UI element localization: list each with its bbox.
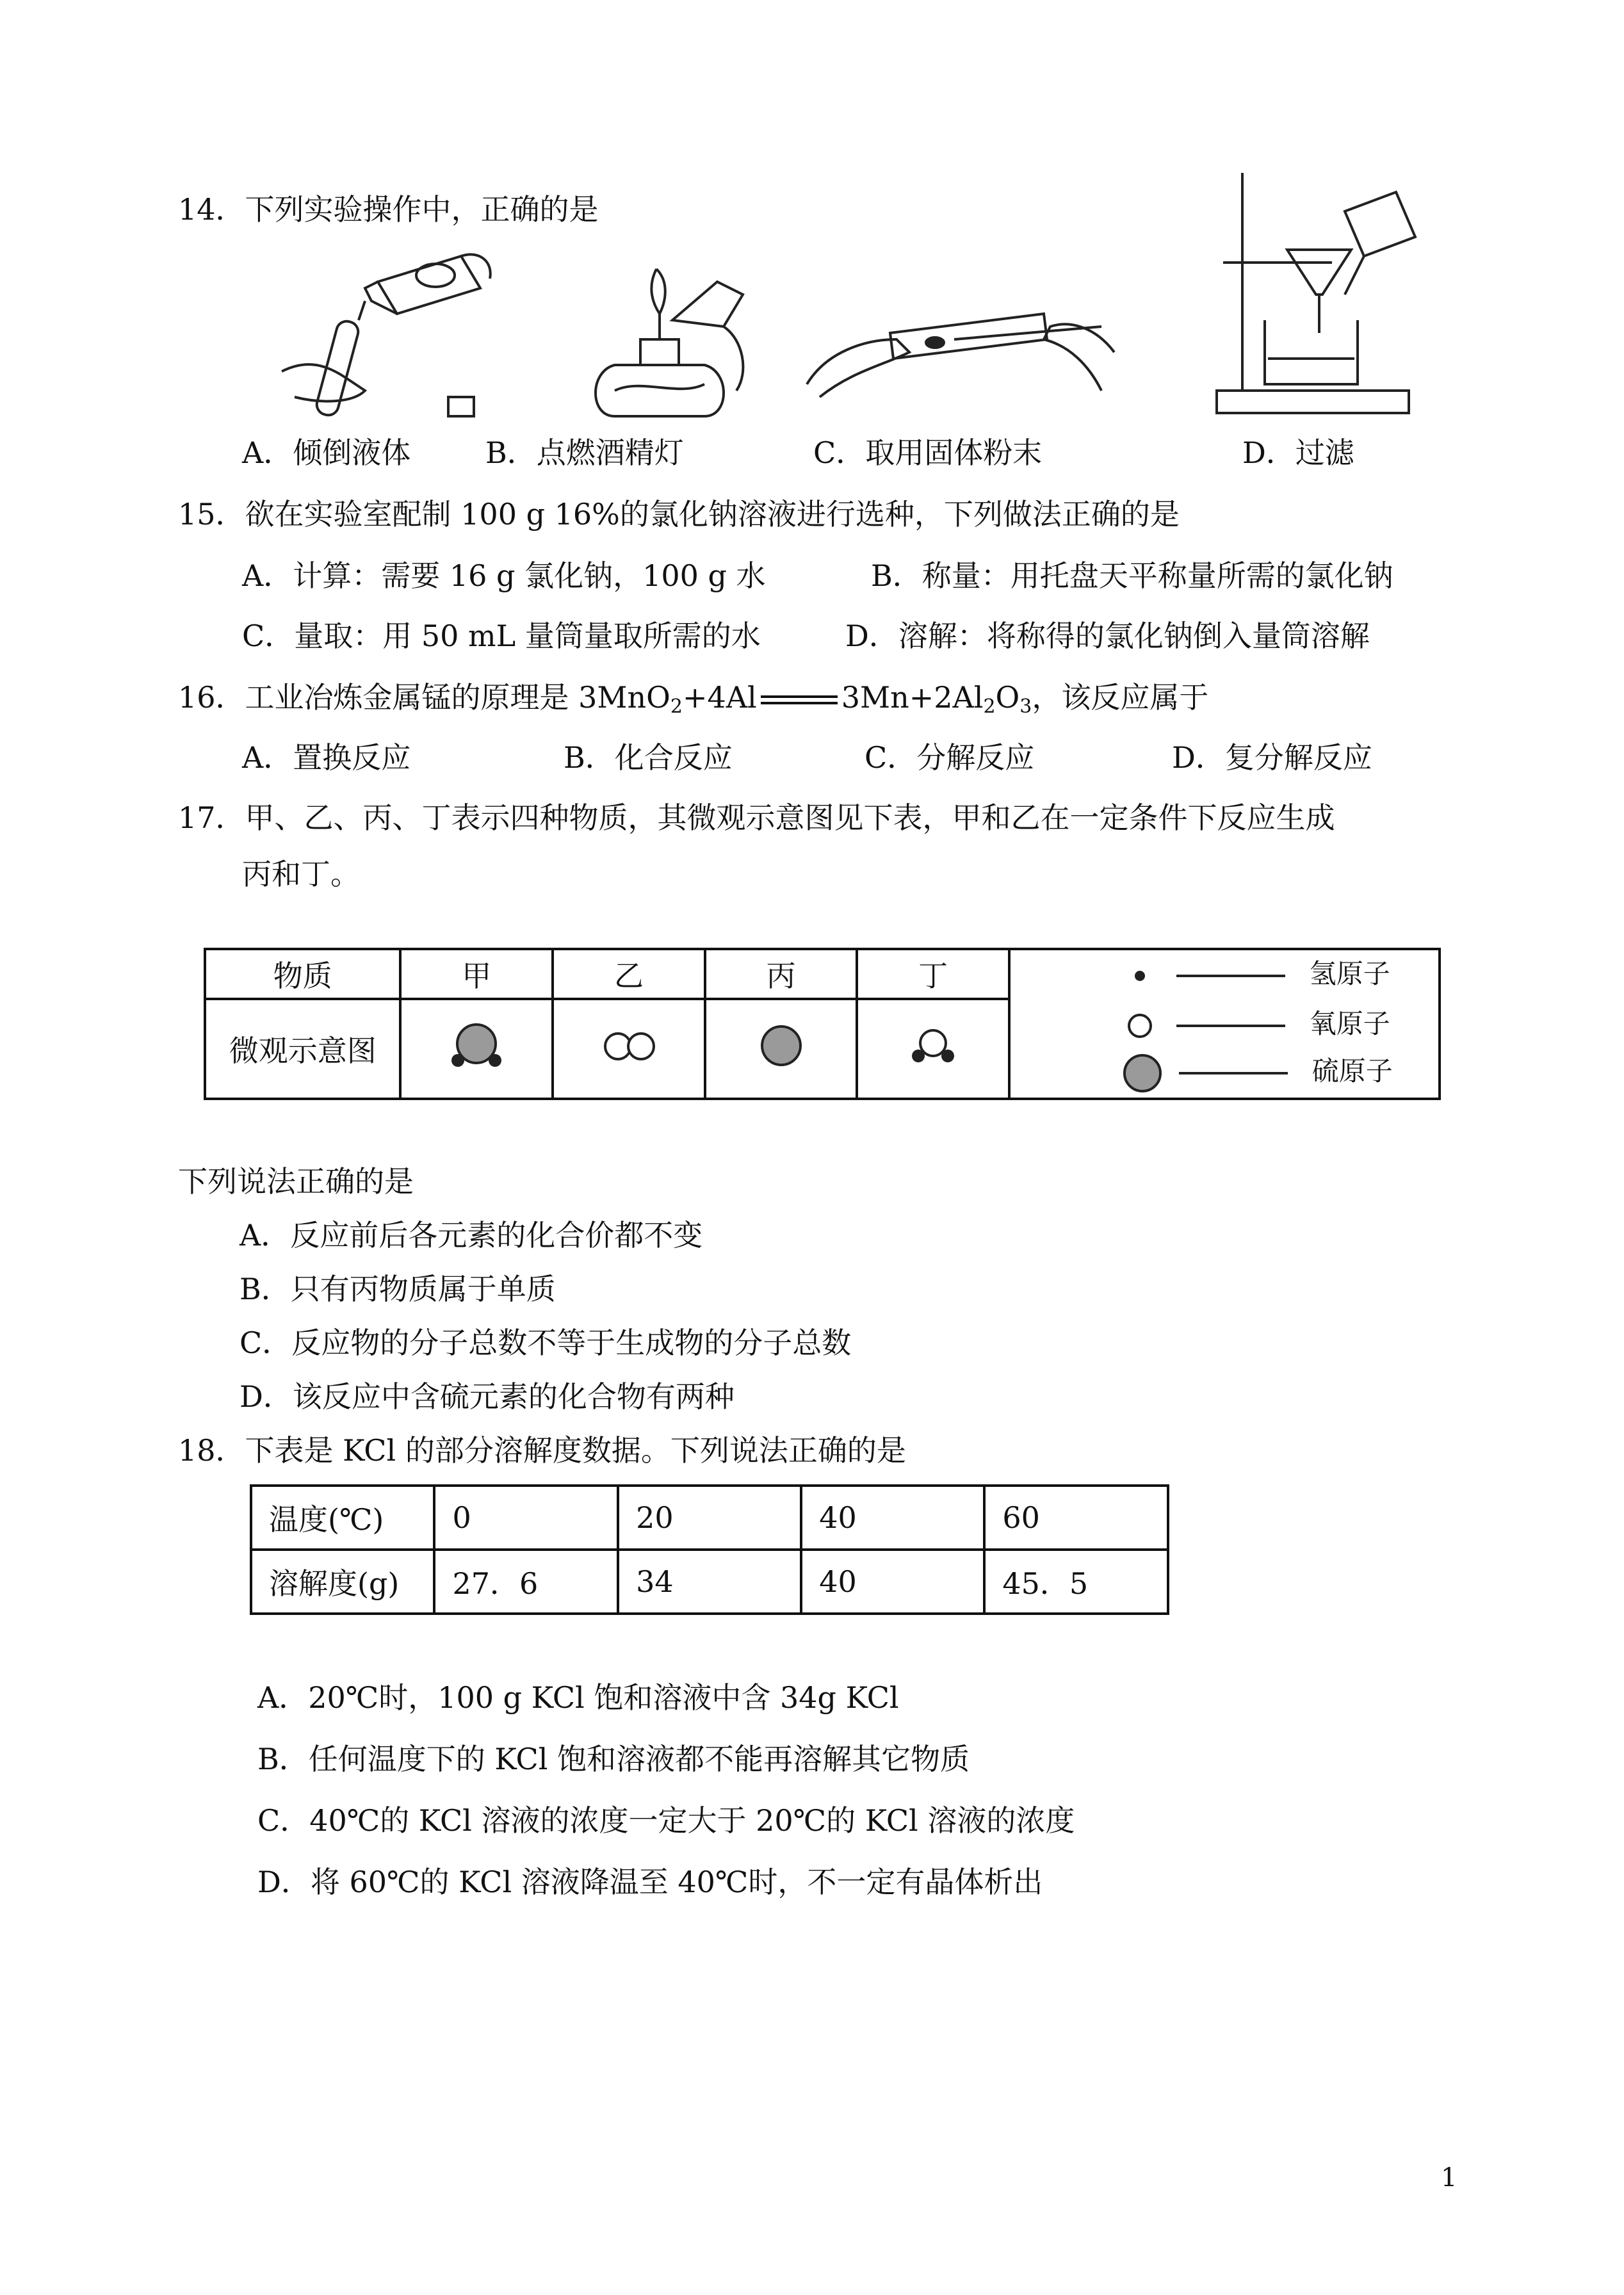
legend-oxygen: 氧原子 bbox=[1127, 1003, 1390, 1041]
sulfur-atom-icon bbox=[752, 1017, 810, 1075]
page-number: 1 bbox=[1441, 2163, 1458, 2193]
q17-stem-line2: 丙和丁。 bbox=[242, 857, 360, 891]
q14-option-c: C．取用固体粉末 bbox=[813, 435, 1043, 470]
alcohol-lamp-figure bbox=[576, 243, 768, 435]
powder-sampling-figure bbox=[800, 288, 1121, 403]
q17-question: 下列说法正确的是 bbox=[178, 1164, 414, 1199]
filtration-figure bbox=[1204, 166, 1434, 423]
q18-option-a: A．20℃时，100 g KCl 饱和溶液中含 34g KCl bbox=[257, 1680, 899, 1715]
q15-option-d: D．溶解：将称得的氯化钠倒入量筒溶解 bbox=[845, 619, 1370, 653]
cell-temp-20: 20 bbox=[618, 1486, 801, 1550]
cell-substance: 物质 bbox=[205, 949, 400, 999]
q16-sub-2: 2 bbox=[670, 695, 683, 718]
cell-ding-molecule bbox=[857, 999, 1009, 1099]
q16-option-a: A．置换反应 bbox=[242, 740, 411, 775]
legend-hydrogen: 氢原子 bbox=[1127, 953, 1390, 991]
cell-temp-0: 0 bbox=[434, 1486, 618, 1550]
pour-liquid-figure bbox=[269, 243, 499, 429]
q16-stem-suffix: ，该反应属于 bbox=[1032, 680, 1209, 715]
cell-yi: 乙 bbox=[553, 949, 705, 999]
q15-option-b: B．称量：用托盘天平称量所需的氯化钠 bbox=[871, 558, 1393, 593]
q18-option-d: D．将 60℃的 KCl 溶液降温至 40℃时，不一定有晶体析出 bbox=[257, 1865, 1043, 1899]
q14-stem: 14．下列实验操作中，正确的是 bbox=[178, 192, 599, 227]
q18-stem: 18．下表是 KCl 的部分溶解度数据。下列说法正确的是 bbox=[178, 1433, 906, 1468]
q17-option-a: A．反应前后各元素的化合价都不变 bbox=[240, 1218, 703, 1253]
q17-option-c: C．反应物的分子总数不等于生成物的分子总数 bbox=[240, 1326, 852, 1360]
q16-stem-mid1: +4Al bbox=[682, 680, 757, 715]
q16-stem: 16．工业冶炼金属锰的原理是 3MnO$_2$+4Al $3Mn+2Al_2O_3$，该反应属于 bbox=[178, 680, 1209, 718]
cell-micro-label: 微观示意图 bbox=[205, 999, 400, 1099]
cell-jia-molecule bbox=[400, 999, 553, 1099]
cell-sol-40: 40 bbox=[801, 1550, 984, 1614]
cell-yi-molecule bbox=[553, 999, 705, 1099]
cell-jia: 甲 bbox=[400, 949, 553, 999]
h2o-molecule-icon bbox=[898, 1020, 968, 1071]
legend-sulfur: 硫原子 bbox=[1122, 1050, 1393, 1094]
cell-sol-0: 27．6 bbox=[434, 1550, 618, 1614]
cell-solubility-header: 溶解度(g) bbox=[251, 1550, 434, 1614]
q16-option-d: D．复分解反应 bbox=[1172, 740, 1372, 775]
hydrogen-atom-icon bbox=[1127, 963, 1153, 989]
q14-option-b: B．点燃酒精灯 bbox=[485, 435, 684, 470]
cell-bing-molecule bbox=[705, 999, 857, 1099]
q15-option-a: A．计算：需要 16 g 氯化钠，100 g 水 bbox=[242, 558, 766, 593]
cell-temp-header: 温度(℃) bbox=[251, 1486, 434, 1550]
o2-molecule-icon bbox=[594, 1023, 664, 1068]
sulfur-legend-icon bbox=[1122, 1053, 1163, 1094]
cell-ding: 丁 bbox=[857, 949, 1009, 999]
q16-stem-prefix: 16．工业冶炼金属锰的原理是 3MnO bbox=[178, 680, 670, 715]
equals-sign bbox=[761, 695, 838, 704]
q16-stem-mid2: 3Mn+2Al bbox=[841, 680, 984, 715]
oxygen-atom-icon bbox=[1127, 1013, 1153, 1039]
q15-option-c: C．量取：用 50 mL 量筒量取所需的水 bbox=[242, 619, 761, 653]
cell-sol-60: 45．5 bbox=[984, 1550, 1168, 1614]
q17-option-d: D．该反应中含硫元素的化合物有两种 bbox=[240, 1379, 735, 1414]
cell-temp-40: 40 bbox=[801, 1486, 984, 1550]
q15-stem: 15．欲在实验室配制 100 g 16%的氯化钠溶液进行选种，下列做法正确的是 bbox=[178, 497, 1180, 531]
q16-option-b: B．化合反应 bbox=[564, 740, 733, 775]
cell-sol-20: 34 bbox=[618, 1550, 801, 1614]
h2s-molecule-icon bbox=[441, 1017, 512, 1075]
q14-option-a: A．倾倒液体 bbox=[242, 435, 411, 470]
q16-sub-2b: 2 bbox=[983, 695, 996, 718]
cell-bing: 丙 bbox=[705, 949, 857, 999]
q17-stem-line1: 17．甲、乙、丙、丁表示四种物质，其微观示意图见下表，甲和乙在一定条件下反应生成 bbox=[178, 800, 1335, 835]
q18-option-b: B．任何温度下的 KCl 饱和溶液都不能再溶解其它物质 bbox=[257, 1742, 970, 1776]
q16-option-c: C．分解反应 bbox=[865, 740, 1035, 775]
q17-option-b: B．只有丙物质属于单质 bbox=[240, 1272, 556, 1306]
q16-sub-3: 3 bbox=[1019, 695, 1032, 718]
q18-option-c: C．40℃的 KCl 溶液的浓度一定大于 20℃的 KCl 溶液的浓度 bbox=[257, 1803, 1075, 1838]
cell-temp-60: 60 bbox=[984, 1486, 1168, 1550]
solubility-table bbox=[250, 1484, 1169, 1615]
q14-option-d: D．过滤 bbox=[1242, 435, 1354, 470]
